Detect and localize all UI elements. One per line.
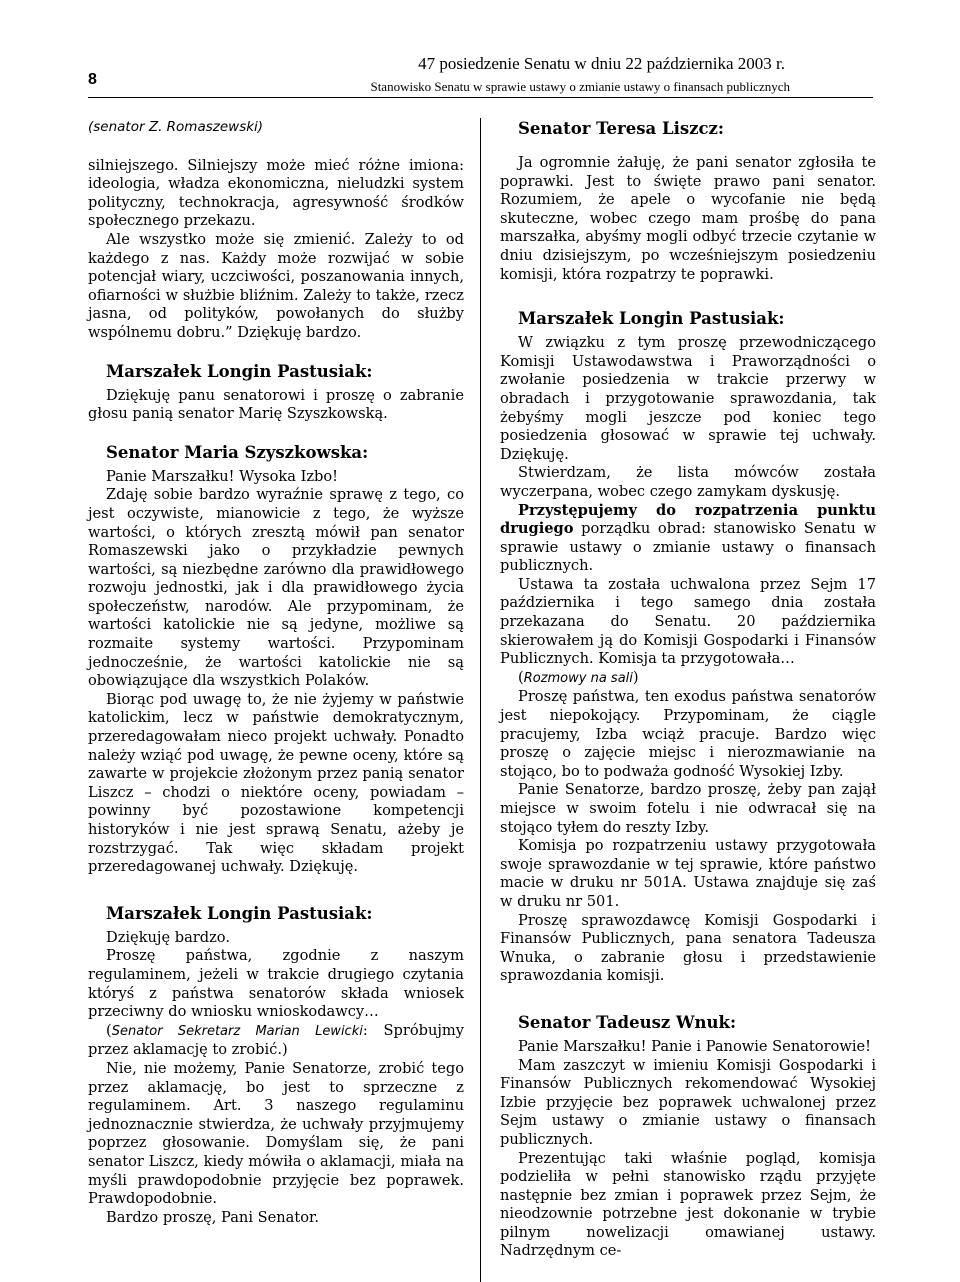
paragraph: Nie, nie możemy, Panie Senatorze, zrobić tego przez aklamację, bo jest to sprzeczne z regulaminem. Art. 3 naszego regulaminu jednoznacznie stwierdza, że uchwały przyjmujemy poprzez głosowanie. Domyślam się, że pani senator Liszcz, kiedy mówiła o aklamacji, miała na myśli prawdopodobnie przyjęcie bez poprawek. Prawdopodobnie. — [88, 1059, 464, 1208]
paragraph: Zdaję sobie bardzo wyraźnie sprawę z tego, co jest oczywiste, mianowicie z tego, że wyższe wartości, o których zresztą mówił pan senator Romaszewski jako o przykładzie pewnych wartości, są niezbędne zarówno dla prawidłowego rozwoju jednostki, jak i dla prawidłowego życia społeczeństw, narodów. Ale przypominam, że wartości katolickie nie są jedyne, możliwe są rozmaite systemy wartości. Przypominam jednocześnie, że wartości katolickie nie są obowiązujące dla wszystkich Polaków. — [88, 486, 464, 690]
paragraph: Dziękuję bardzo. — [106, 928, 230, 946]
agenda-item-text: porządku obrad: stanowisko Senatu w sprawie ustawy o zmianie ustawy o finansach publicznych. — [500, 520, 876, 575]
speaker-continuation: (senator Z. Romaszewski) — [88, 119, 264, 135]
agenda-item-bold: Przystępujemy do rozpatrzenia punktu drugiego — [500, 501, 876, 538]
paragraph: Dziękuję panu senatorowi i proszę o zabranie głosu panią senator Marię Szyszkowską. — [88, 386, 464, 423]
paragraph: Ale wszystko może się zmienić. Zależy to od każdego z nas. Każdy może rozwijać w sobie potencjał wiary, uczciwości, poszanowania innych, ofiarności w służbie bliźnim. Zależy to także, rzecz jasna, od polityków, powołanych do służby wspólnemu dobru.” Dziękuję bardzo. — [88, 230, 464, 341]
header-rule — [88, 97, 873, 98]
paragraph: Proszę sprawozdawcę Komisji Gospodarki i Finansów Publicznych, pana senatora Tadeusza Wnuka, o zabranie głosu i przedstawienie sprawozdania komisji. — [500, 911, 876, 985]
paren-open: ( — [106, 1021, 112, 1039]
left-column — [88, 118, 464, 1227]
interjection — [88, 1022, 464, 1060]
interjector-name: Senator Sekretarz Marian Lewicki — [111, 1023, 363, 1039]
session-title: 47 posiedzenie Senatu w dniu 22 października 2003 r. — [418, 54, 785, 73]
paragraph: Panie Marszałku! Wysoka Izbo! — [106, 467, 339, 485]
stage-direction-text: Rozmowy na sali — [523, 670, 633, 686]
paragraph: silniejszego. Silniejszy może mieć różne imiona: ideologia, władza ekonomiczna, nieludzki system polityczny, technokracja, agresywność środków społecznego przekazu. — [88, 156, 464, 230]
paragraph: Ustawa ta została uchwalona przez Sejm 17 października i tego samego dnia została przekazana do Senatu. 20 października skierowałem ją do Komisji Gospodarki i Finansów Publicznych. Komisja ta przygotowała… — [500, 575, 876, 668]
page-header — [88, 46, 873, 98]
paragraph: Ja ogromnie żałuję, że pani senator zgłosiła te poprawki. Jest to święte prawo pani senator. Rozumiem, że apele o wycofanie nie będą skuteczne, wobec czego mam prośbę do pana marszałka, abyśmy mogli odbyć trzecie czytanie w dniu dzisiejszym, po wcześniejszym posiedzeniu komisji, która rozpatrzy te poprawki. — [500, 154, 876, 283]
section-subtitle: Stanowisko Senatu w sprawie ustawy o zmianie ustawy o finansach publicznych — [370, 79, 790, 94]
interjection-text: : Spróbujmy przez aklamację to zrobić.) — [88, 1021, 464, 1059]
paragraph: Prezentując taki właśnie pogląd, komisja podzieliła w pełni stanowisko rządu przyjęte następnie bez zmian i poprawek przez Sejm, że nieodzownie potrzebne jest dokonanie w trybie pilnym nowelizacji omawianej ustawy. Nadrzędnym ce- — [500, 1149, 876, 1260]
speaker-heading: Senator Teresa Liszcz: — [518, 119, 725, 138]
page-number: 8 — [88, 71, 97, 88]
paragraph: W związku z tym proszę przewodniczącego Komisji Ustawodawstwa i Praworządności o zwołanie posiedzenia w trakcie przerwy w obradach i przygotowanie sprawozdania, tak żebyśmy mogli jeszcze pod koniec tego posiedzenia głosować w sprawie tej uchwały. Dziękuję. — [500, 334, 876, 463]
paragraph: Biorąc pod uwagę to, że nie żyjemy w państwie katolickim, lecz w państwie demokratycznym, przeredagowałam nieco projekt uchwały. Ponadto należy wziąć pod uwagę, że pewne oceny, które są zawarte w projekcie złożonym przez panią senator Liszcz – chodzi o niektóre oceny, powiadam – powinny być pozostawione kompetencji historyków i nie jest sprawą Senatu, ażeby je rozstrzygać. Tak więc składam projekt przeredagowanej uchwały. Dziękuję. — [88, 690, 464, 876]
paragraph: Panie Senatorze, bardzo proszę, żeby pan zajął miejsce w swoim fotelu i nie odwracał się na stojąco tyłem do reszty Izby. — [500, 781, 876, 836]
column-divider — [480, 118, 481, 1282]
paragraph: Proszę państwa, ten exodus państwa senatorów jest niepokojący. Przypominam, że ciągle pracujemy, Izba wciąż pracuje. Bardzo więc proszę o zajęcie miejsc i nierozmawianie na stojąco, bo to podważa godność Wysokiej Izby. — [500, 688, 876, 780]
paragraph: Komisja po rozpatrzeniu ustawy przygotowała swoje sprawozdanie w tej sprawie, które państwo macie w druku nr 501A. Ustawa znajduje się zaś w druku nr 501. — [500, 837, 876, 910]
paragraph: Bardzo proszę, Pani Senator. — [106, 1208, 320, 1226]
paragraph: Mam zaszczyt w imieniu Komisji Gospodarki i Finansów Publicznych rekomendować Wysokiej Izbie przyjęcie bez poprawek uchwalonej przez Sejm ustawy o zmianie ustawy o finansach publicznych. — [500, 1056, 876, 1148]
paragraph: Panie Marszałku! Panie i Panowie Senatorowie! — [518, 1037, 871, 1055]
speaker-heading: Marszałek Longin Pastusiak: — [518, 309, 785, 329]
paragraph: Stwierdzam, że lista mówców została wyczerpana, wobec czego zamykam dyskusję. — [500, 464, 876, 500]
speaker-heading: Senator Maria Szyszkowska: — [106, 442, 369, 462]
right-column — [500, 118, 876, 1261]
speaker-heading: Marszałek Longin Pastusiak: — [106, 361, 373, 381]
stage-direction: (Rozmowy na sali) — [518, 668, 639, 686]
paragraph: Proszę państwa, zgodnie z naszym regulaminem, jeżeli w trakcie drugiego czytania któryś z państwa senatorów składa wniosek przeciwny do wniosku wnioskodawcy… — [88, 947, 464, 1021]
speaker-heading: Marszałek Longin Pastusiak: — [106, 903, 373, 923]
speaker-heading: Senator Tadeusz Wnuk: — [518, 1012, 737, 1032]
paragraph — [500, 502, 876, 576]
